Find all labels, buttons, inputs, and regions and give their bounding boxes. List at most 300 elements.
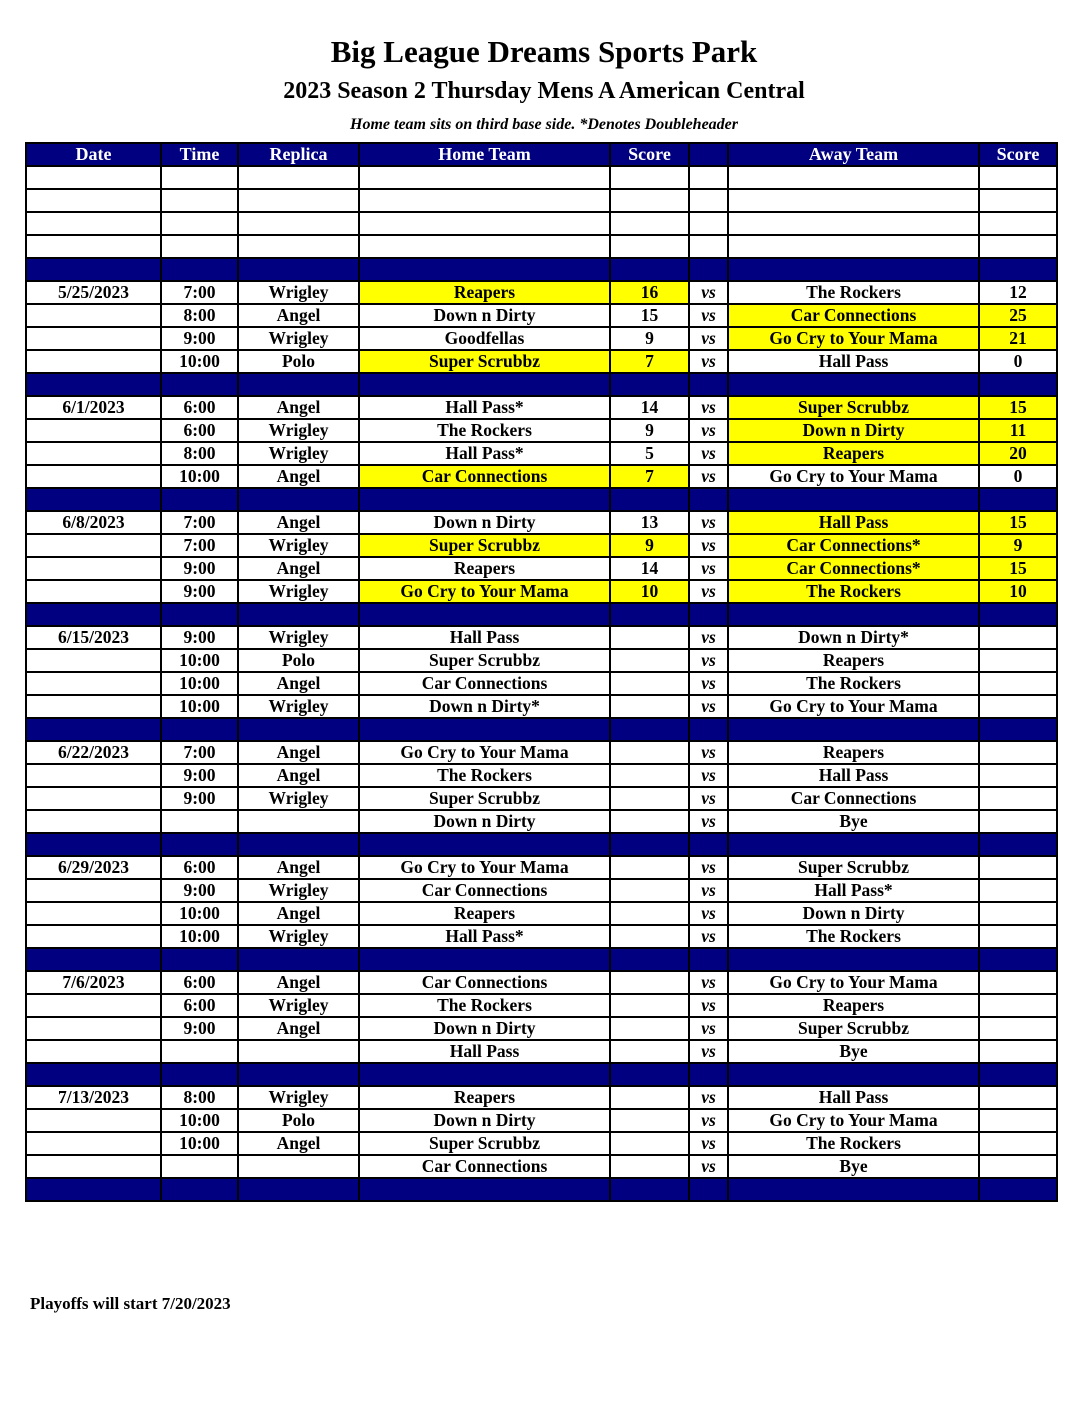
game-row bbox=[26, 396, 1057, 419]
away-score-cell bbox=[979, 1086, 1057, 1109]
empty-cell bbox=[689, 212, 728, 235]
away-score-cell: 12 bbox=[979, 281, 1057, 304]
home-team-cell: Hall Pass* bbox=[359, 396, 610, 419]
away-score-cell: 25 bbox=[979, 304, 1057, 327]
vs-cell: vs bbox=[689, 327, 728, 350]
blank-row bbox=[26, 166, 1057, 189]
vs-cell: vs bbox=[689, 971, 728, 994]
away-score-cell bbox=[979, 1017, 1057, 1040]
empty-cell bbox=[610, 1178, 689, 1201]
col-header-home-score: Score bbox=[610, 143, 689, 166]
home-score-cell: 10 bbox=[610, 580, 689, 603]
vs-cell: vs bbox=[689, 856, 728, 879]
date-cell bbox=[26, 649, 161, 672]
home-team-cell: Reapers bbox=[359, 902, 610, 925]
empty-cell bbox=[238, 212, 359, 235]
date-cell: 6/29/2023 bbox=[26, 856, 161, 879]
time-cell: 10:00 bbox=[161, 902, 238, 925]
empty-cell bbox=[161, 1063, 238, 1086]
away-team-cell: Super Scrubbz bbox=[728, 856, 979, 879]
blank-row bbox=[26, 235, 1057, 258]
away-score-cell: 15 bbox=[979, 557, 1057, 580]
time-cell: 8:00 bbox=[161, 304, 238, 327]
game-row bbox=[26, 465, 1057, 488]
empty-cell bbox=[26, 948, 161, 971]
time-cell: 6:00 bbox=[161, 419, 238, 442]
home-score-cell bbox=[610, 695, 689, 718]
vs-cell: vs bbox=[689, 557, 728, 580]
game-row bbox=[26, 994, 1057, 1017]
home-team-cell: Hall Pass* bbox=[359, 442, 610, 465]
empty-cell bbox=[610, 212, 689, 235]
home-team-cell: Super Scrubbz bbox=[359, 534, 610, 557]
away-score-cell: 0 bbox=[979, 350, 1057, 373]
date-cell: 6/8/2023 bbox=[26, 511, 161, 534]
vs-cell: vs bbox=[689, 1155, 728, 1178]
empty-cell bbox=[979, 948, 1057, 971]
empty-cell bbox=[26, 603, 161, 626]
away-team-cell: Hall Pass* bbox=[728, 879, 979, 902]
time-cell: 9:00 bbox=[161, 1017, 238, 1040]
home-team-cell: Down n Dirty* bbox=[359, 695, 610, 718]
separator-row bbox=[26, 488, 1057, 511]
time-cell: 8:00 bbox=[161, 442, 238, 465]
replica-cell: Wrigley bbox=[238, 695, 359, 718]
empty-cell bbox=[161, 235, 238, 258]
away-team-cell: Reapers bbox=[728, 994, 979, 1017]
empty-cell bbox=[689, 235, 728, 258]
replica-cell: Polo bbox=[238, 649, 359, 672]
time-cell: 8:00 bbox=[161, 1086, 238, 1109]
blank-row bbox=[26, 189, 1057, 212]
empty-cell bbox=[610, 833, 689, 856]
away-team-cell: Car Connections* bbox=[728, 557, 979, 580]
schedule-table bbox=[25, 142, 1058, 1202]
away-score-cell: 20 bbox=[979, 442, 1057, 465]
empty-cell bbox=[728, 833, 979, 856]
empty-cell bbox=[238, 603, 359, 626]
empty-cell bbox=[610, 488, 689, 511]
replica-cell: Angel bbox=[238, 511, 359, 534]
away-score-cell: 9 bbox=[979, 534, 1057, 557]
col-header-away-score: Score bbox=[979, 143, 1057, 166]
time-cell: 10:00 bbox=[161, 465, 238, 488]
away-score-cell bbox=[979, 925, 1057, 948]
home-score-cell: 9 bbox=[610, 419, 689, 442]
game-row bbox=[26, 695, 1057, 718]
replica-cell: Wrigley bbox=[238, 281, 359, 304]
time-cell: 9:00 bbox=[161, 787, 238, 810]
away-team-cell: Bye bbox=[728, 1040, 979, 1063]
empty-cell bbox=[979, 166, 1057, 189]
away-team-cell: Down n Dirty bbox=[728, 419, 979, 442]
empty-cell bbox=[238, 166, 359, 189]
time-cell: 10:00 bbox=[161, 672, 238, 695]
col-header-vs bbox=[689, 143, 728, 166]
empty-cell bbox=[728, 1063, 979, 1086]
replica-cell: Wrigley bbox=[238, 626, 359, 649]
empty-cell bbox=[359, 235, 610, 258]
game-row bbox=[26, 350, 1057, 373]
time-cell: 6:00 bbox=[161, 971, 238, 994]
replica-cell: Angel bbox=[238, 902, 359, 925]
empty-cell bbox=[238, 718, 359, 741]
date-cell bbox=[26, 1109, 161, 1132]
home-team-cell: Go Cry to Your Mama bbox=[359, 741, 610, 764]
date-cell bbox=[26, 304, 161, 327]
empty-cell bbox=[161, 166, 238, 189]
empty-cell bbox=[689, 718, 728, 741]
game-row bbox=[26, 1040, 1057, 1063]
empty-cell bbox=[689, 948, 728, 971]
page-subtitle: 2023 Season 2 Thursday Mens A American Central bbox=[283, 78, 805, 104]
empty-cell bbox=[161, 603, 238, 626]
header-row bbox=[26, 143, 1057, 166]
date-cell: 6/1/2023 bbox=[26, 396, 161, 419]
away-team-cell: Hall Pass bbox=[728, 1086, 979, 1109]
date-cell bbox=[26, 925, 161, 948]
home-score-cell bbox=[610, 879, 689, 902]
away-score-cell bbox=[979, 994, 1057, 1017]
away-score-cell bbox=[979, 1109, 1057, 1132]
replica-cell: Wrigley bbox=[238, 419, 359, 442]
empty-cell bbox=[359, 212, 610, 235]
game-row bbox=[26, 902, 1057, 925]
home-score-cell bbox=[610, 902, 689, 925]
away-score-cell bbox=[979, 1155, 1057, 1178]
game-row bbox=[26, 741, 1057, 764]
empty-cell bbox=[161, 833, 238, 856]
away-team-cell: The Rockers bbox=[728, 281, 979, 304]
home-score-cell bbox=[610, 1155, 689, 1178]
date-cell bbox=[26, 810, 161, 833]
away-score-cell: 11 bbox=[979, 419, 1057, 442]
away-team-cell: The Rockers bbox=[728, 672, 979, 695]
empty-cell bbox=[728, 373, 979, 396]
replica-cell: Angel bbox=[238, 557, 359, 580]
time-cell: 6:00 bbox=[161, 994, 238, 1017]
date-cell: 7/6/2023 bbox=[26, 971, 161, 994]
away-score-cell bbox=[979, 764, 1057, 787]
home-team-cell: Down n Dirty bbox=[359, 1109, 610, 1132]
col-header-date: Date bbox=[26, 143, 161, 166]
empty-cell bbox=[238, 948, 359, 971]
vs-cell: vs bbox=[689, 902, 728, 925]
date-cell bbox=[26, 1155, 161, 1178]
empty-cell bbox=[728, 235, 979, 258]
vs-cell: vs bbox=[689, 1040, 728, 1063]
empty-cell bbox=[359, 488, 610, 511]
empty-cell bbox=[26, 488, 161, 511]
replica-cell: Wrigley bbox=[238, 580, 359, 603]
date-cell bbox=[26, 557, 161, 580]
game-row bbox=[26, 534, 1057, 557]
time-cell: 9:00 bbox=[161, 557, 238, 580]
home-score-cell bbox=[610, 672, 689, 695]
empty-cell bbox=[728, 488, 979, 511]
vs-cell: vs bbox=[689, 511, 728, 534]
home-score-cell bbox=[610, 787, 689, 810]
game-row bbox=[26, 327, 1057, 350]
home-team-cell: Go Cry to Your Mama bbox=[359, 856, 610, 879]
time-cell: 7:00 bbox=[161, 281, 238, 304]
empty-cell bbox=[26, 166, 161, 189]
away-team-cell: Hall Pass bbox=[728, 350, 979, 373]
empty-cell bbox=[728, 166, 979, 189]
empty-cell bbox=[26, 258, 161, 281]
vs-cell: vs bbox=[689, 787, 728, 810]
empty-cell bbox=[689, 488, 728, 511]
empty-cell bbox=[689, 1178, 728, 1201]
empty-cell bbox=[238, 235, 359, 258]
col-header-away-team: Away Team bbox=[728, 143, 979, 166]
time-cell bbox=[161, 810, 238, 833]
away-team-cell: Reapers bbox=[728, 649, 979, 672]
schedule-note: Home team sits on third base side. *Denotes Doubleheader bbox=[350, 116, 738, 133]
vs-cell: vs bbox=[689, 810, 728, 833]
home-team-cell: Super Scrubbz bbox=[359, 787, 610, 810]
vs-cell: vs bbox=[689, 419, 728, 442]
away-score-cell bbox=[979, 787, 1057, 810]
home-score-cell bbox=[610, 971, 689, 994]
empty-cell bbox=[238, 833, 359, 856]
away-score-cell bbox=[979, 649, 1057, 672]
date-cell: 7/13/2023 bbox=[26, 1086, 161, 1109]
game-row bbox=[26, 1109, 1057, 1132]
away-team-cell: Hall Pass bbox=[728, 511, 979, 534]
empty-cell bbox=[359, 603, 610, 626]
empty-cell bbox=[359, 1063, 610, 1086]
empty-cell bbox=[979, 488, 1057, 511]
date-cell: 6/22/2023 bbox=[26, 741, 161, 764]
away-team-cell: Car Connections* bbox=[728, 534, 979, 557]
separator-row bbox=[26, 948, 1057, 971]
empty-cell bbox=[689, 189, 728, 212]
away-score-cell: 21 bbox=[979, 327, 1057, 350]
empty-cell bbox=[610, 718, 689, 741]
home-score-cell: 9 bbox=[610, 534, 689, 557]
away-score-cell bbox=[979, 856, 1057, 879]
home-score-cell: 7 bbox=[610, 465, 689, 488]
away-team-cell: Reapers bbox=[728, 442, 979, 465]
date-cell bbox=[26, 419, 161, 442]
replica-cell: Angel bbox=[238, 856, 359, 879]
replica-cell: Wrigley bbox=[238, 925, 359, 948]
away-team-cell: Go Cry to Your Mama bbox=[728, 1109, 979, 1132]
time-cell: 7:00 bbox=[161, 534, 238, 557]
vs-cell: vs bbox=[689, 1132, 728, 1155]
home-team-cell: The Rockers bbox=[359, 764, 610, 787]
away-score-cell bbox=[979, 810, 1057, 833]
vs-cell: vs bbox=[689, 1086, 728, 1109]
time-cell: 7:00 bbox=[161, 741, 238, 764]
empty-cell bbox=[728, 1178, 979, 1201]
empty-cell bbox=[979, 718, 1057, 741]
empty-cell bbox=[728, 948, 979, 971]
separator-row bbox=[26, 1063, 1057, 1086]
vs-cell: vs bbox=[689, 1017, 728, 1040]
separator-row bbox=[26, 373, 1057, 396]
empty-cell bbox=[359, 1178, 610, 1201]
empty-cell bbox=[689, 603, 728, 626]
date-cell bbox=[26, 902, 161, 925]
game-row bbox=[26, 511, 1057, 534]
vs-cell: vs bbox=[689, 396, 728, 419]
vs-cell: vs bbox=[689, 1109, 728, 1132]
empty-cell bbox=[238, 258, 359, 281]
replica-cell: Wrigley bbox=[238, 534, 359, 557]
empty-cell bbox=[359, 189, 610, 212]
away-team-cell: Hall Pass bbox=[728, 764, 979, 787]
home-team-cell: The Rockers bbox=[359, 419, 610, 442]
home-score-cell bbox=[610, 1109, 689, 1132]
home-team-cell: Go Cry to Your Mama bbox=[359, 580, 610, 603]
vs-cell: vs bbox=[689, 649, 728, 672]
vs-cell: vs bbox=[689, 350, 728, 373]
empty-cell bbox=[161, 212, 238, 235]
home-team-cell: Super Scrubbz bbox=[359, 350, 610, 373]
empty-cell bbox=[359, 258, 610, 281]
blank-row bbox=[26, 212, 1057, 235]
separator-row bbox=[26, 833, 1057, 856]
empty-cell bbox=[728, 189, 979, 212]
date-cell bbox=[26, 1040, 161, 1063]
time-cell: 9:00 bbox=[161, 879, 238, 902]
empty-cell bbox=[26, 373, 161, 396]
empty-cell bbox=[979, 603, 1057, 626]
replica-cell: Angel bbox=[238, 764, 359, 787]
home-team-cell: Car Connections bbox=[359, 971, 610, 994]
time-cell bbox=[161, 1155, 238, 1178]
date-cell bbox=[26, 442, 161, 465]
time-cell: 9:00 bbox=[161, 327, 238, 350]
time-cell: 10:00 bbox=[161, 350, 238, 373]
playoffs-note: Playoffs will start 7/20/2023 bbox=[30, 1294, 231, 1313]
vs-cell: vs bbox=[689, 281, 728, 304]
home-score-cell: 7 bbox=[610, 350, 689, 373]
home-score-cell: 5 bbox=[610, 442, 689, 465]
away-score-cell bbox=[979, 741, 1057, 764]
empty-cell bbox=[979, 833, 1057, 856]
game-row bbox=[26, 304, 1057, 327]
empty-cell bbox=[359, 948, 610, 971]
game-row bbox=[26, 672, 1057, 695]
vs-cell: vs bbox=[689, 994, 728, 1017]
home-score-cell bbox=[610, 1040, 689, 1063]
date-cell: 6/15/2023 bbox=[26, 626, 161, 649]
vs-cell: vs bbox=[689, 580, 728, 603]
away-score-cell: 15 bbox=[979, 511, 1057, 534]
time-cell: 6:00 bbox=[161, 396, 238, 419]
game-row bbox=[26, 1086, 1057, 1109]
replica-cell: Angel bbox=[238, 1132, 359, 1155]
replica-cell: Angel bbox=[238, 672, 359, 695]
home-team-cell: Reapers bbox=[359, 1086, 610, 1109]
empty-cell bbox=[979, 1178, 1057, 1201]
empty-cell bbox=[161, 718, 238, 741]
empty-cell bbox=[979, 373, 1057, 396]
empty-cell bbox=[359, 833, 610, 856]
col-header-replica: Replica bbox=[238, 143, 359, 166]
away-score-cell bbox=[979, 879, 1057, 902]
vs-cell: vs bbox=[689, 442, 728, 465]
time-cell: 10:00 bbox=[161, 649, 238, 672]
game-row bbox=[26, 649, 1057, 672]
game-row bbox=[26, 281, 1057, 304]
date-cell bbox=[26, 764, 161, 787]
away-team-cell: Go Cry to Your Mama bbox=[728, 465, 979, 488]
empty-cell bbox=[26, 235, 161, 258]
away-team-cell: The Rockers bbox=[728, 925, 979, 948]
game-row bbox=[26, 557, 1057, 580]
empty-cell bbox=[359, 166, 610, 189]
time-cell: 9:00 bbox=[161, 626, 238, 649]
home-team-cell: Car Connections bbox=[359, 465, 610, 488]
empty-cell bbox=[689, 833, 728, 856]
away-score-cell bbox=[979, 695, 1057, 718]
home-score-cell bbox=[610, 1017, 689, 1040]
home-score-cell: 14 bbox=[610, 396, 689, 419]
empty-cell bbox=[689, 1063, 728, 1086]
game-row bbox=[26, 1132, 1057, 1155]
game-row bbox=[26, 1017, 1057, 1040]
vs-cell: vs bbox=[689, 465, 728, 488]
replica-cell: Angel bbox=[238, 396, 359, 419]
date-cell bbox=[26, 327, 161, 350]
empty-cell bbox=[979, 212, 1057, 235]
away-team-cell: Go Cry to Your Mama bbox=[728, 971, 979, 994]
away-team-cell: Go Cry to Your Mama bbox=[728, 695, 979, 718]
vs-cell: vs bbox=[689, 304, 728, 327]
empty-cell bbox=[689, 373, 728, 396]
home-score-cell: 16 bbox=[610, 281, 689, 304]
date-cell bbox=[26, 350, 161, 373]
home-score-cell bbox=[610, 649, 689, 672]
vs-cell: vs bbox=[689, 695, 728, 718]
vs-cell: vs bbox=[689, 626, 728, 649]
time-cell: 10:00 bbox=[161, 925, 238, 948]
empty-cell bbox=[26, 212, 161, 235]
home-score-cell bbox=[610, 1132, 689, 1155]
separator-row bbox=[26, 1178, 1057, 1201]
empty-cell bbox=[610, 373, 689, 396]
away-team-cell: Bye bbox=[728, 1155, 979, 1178]
empty-cell bbox=[26, 1178, 161, 1201]
date-cell bbox=[26, 787, 161, 810]
away-score-cell: 0 bbox=[979, 465, 1057, 488]
empty-cell bbox=[359, 373, 610, 396]
game-row bbox=[26, 626, 1057, 649]
replica-cell: Wrigley bbox=[238, 442, 359, 465]
replica-cell bbox=[238, 810, 359, 833]
home-team-cell: Down n Dirty bbox=[359, 810, 610, 833]
date-cell bbox=[26, 695, 161, 718]
vs-cell: vs bbox=[689, 879, 728, 902]
replica-cell: Angel bbox=[238, 971, 359, 994]
col-header-home-team: Home Team bbox=[359, 143, 610, 166]
empty-cell bbox=[238, 189, 359, 212]
replica-cell: Wrigley bbox=[238, 879, 359, 902]
replica-cell: Polo bbox=[238, 1109, 359, 1132]
time-cell bbox=[161, 1040, 238, 1063]
empty-cell bbox=[610, 166, 689, 189]
away-team-cell: Down n Dirty* bbox=[728, 626, 979, 649]
empty-cell bbox=[26, 1063, 161, 1086]
empty-cell bbox=[161, 189, 238, 212]
home-team-cell: Hall Pass bbox=[359, 1040, 610, 1063]
empty-cell bbox=[26, 718, 161, 741]
empty-cell bbox=[359, 718, 610, 741]
